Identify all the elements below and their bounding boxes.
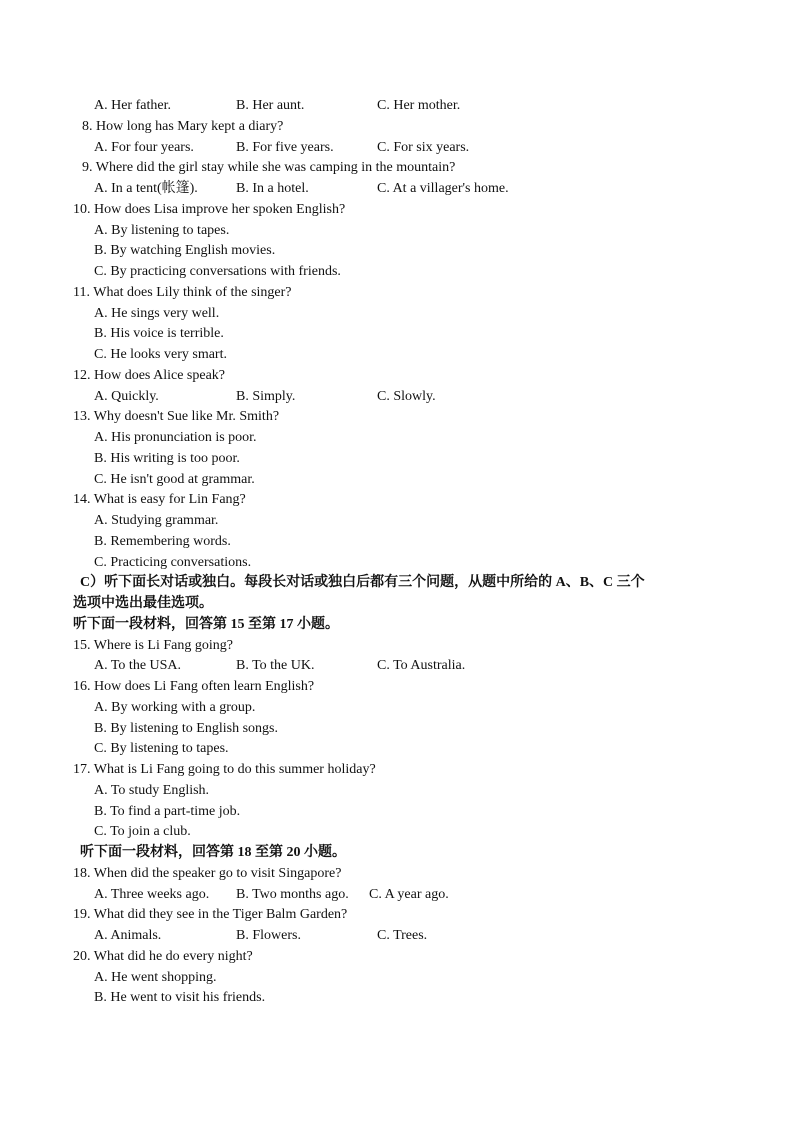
question-text: 13. Why doesn't Sue like Mr. Smith?	[73, 409, 280, 425]
question-text: 20. What did he do every night?	[73, 948, 253, 964]
question-text: 14. What is easy for Lin Fang?	[73, 492, 246, 508]
question-text: 18. When did the speaker go to visit Singapore?	[73, 865, 342, 881]
option-text: C. By listening to tapes.	[94, 741, 229, 757]
option-text: A. He went shopping.	[94, 969, 217, 985]
question-text: 9. Where did the girl stay while she was camping in the mountain?	[82, 160, 456, 176]
option-c: C. Slowly.	[377, 388, 436, 404]
option-text: C. To join a club.	[94, 824, 191, 840]
section-instruction-text: 选项中选出最佳选项。	[73, 596, 213, 611]
option-text: C. He isn't good at grammar.	[94, 471, 255, 487]
option-a: A. In a tent(帐篷).	[94, 181, 198, 196]
option-text: B. He went to visit his friends.	[94, 990, 266, 1006]
question-text: 17. What is Li Fang going to do this summer holiday?	[73, 762, 376, 777]
option-text: C. Practicing conversations.	[94, 554, 252, 570]
option-c: C. At a villager's home.	[377, 181, 509, 196]
section-instruction-text: 听下面一段材料，回答第 15 至第 17 小题。	[73, 616, 339, 632]
option-a: A. Three weeks ago.	[94, 886, 210, 902]
option-text: B. By listening to English songs.	[94, 720, 278, 736]
option-b: B. In a hotel.	[236, 181, 309, 196]
option-b: B. Her aunt.	[236, 98, 305, 113]
question-text: 15. Where is Li Fang going?	[73, 637, 233, 653]
option-b: B. For five years.	[236, 139, 334, 155]
option-text: A. By working with a group.	[94, 699, 256, 715]
option-b: B. Flowers.	[236, 928, 301, 943]
option-b: B. To the UK.	[236, 658, 315, 674]
option-c: C. Her mother.	[377, 98, 461, 113]
option-text: B. To find a part-time job.	[94, 803, 241, 819]
question-text: 11. What does Lily think of the singer?	[73, 284, 292, 300]
option-c: C. Trees.	[377, 928, 428, 943]
option-text: A. Studying grammar.	[94, 513, 219, 528]
option-a: A. Her father.	[94, 98, 171, 113]
option-a: A. Quickly.	[94, 388, 159, 404]
option-text: A. His pronunciation is poor.	[94, 430, 257, 445]
option-text: B. By watching English movies.	[94, 243, 276, 259]
option-text: B. Remembering words.	[94, 533, 231, 549]
option-c: C. For six years.	[377, 139, 470, 155]
option-c: C. To Australia.	[377, 658, 466, 674]
option-a: A. Animals.	[94, 928, 162, 943]
option-text: C. He looks very smart.	[94, 347, 227, 362]
question-text: 8. How long has Mary kept a diary?	[82, 118, 284, 134]
option-text: C. By practicing conversations with friends.	[94, 264, 341, 279]
question-text: 12. How does Alice speak?	[73, 367, 226, 383]
question-text: 19. What did they see in the Tiger Balm Garden?	[73, 907, 348, 923]
question-text: 16. How does Li Fang often learn English?	[73, 679, 315, 694]
option-text: B. His voice is terrible.	[94, 326, 224, 342]
option-c: C. A year ago.	[369, 886, 449, 902]
option-text: A. He sings very well.	[94, 305, 220, 321]
section-heading-text: C）听下面长对话或独白。每段长对话或独白后都有三个问题，从题中所给的 A、B、C 三个	[80, 575, 645, 591]
option-a: A. To the USA.	[94, 658, 182, 674]
option-text: B. His writing is too poor.	[94, 450, 240, 466]
option-b: B. Simply.	[236, 388, 296, 404]
section-instruction-text: 听下面一段材料，回答第 18 至第 20 小题。	[80, 845, 346, 860]
option-text: A. To study English.	[94, 782, 210, 798]
option-a: A. For four years.	[94, 139, 194, 155]
option-text: A. By listening to tapes.	[94, 222, 230, 238]
question-text: 10. How does Lisa improve her spoken English?	[73, 201, 346, 217]
option-b: B. Two months ago.	[236, 886, 349, 902]
